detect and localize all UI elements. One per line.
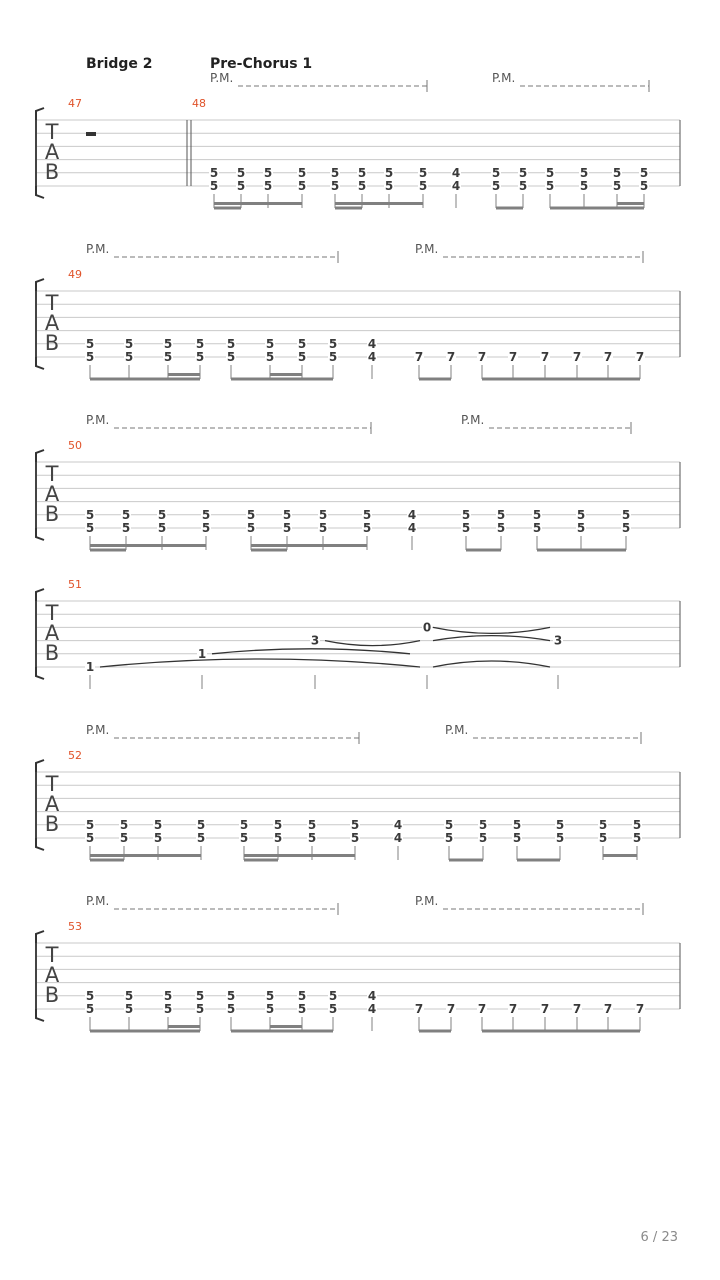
tab-clef-letter: B [44, 331, 60, 355]
fret-number: 5 [330, 179, 340, 193]
note-beam [419, 1030, 451, 1033]
note-beam [90, 549, 126, 552]
section-bridge-2: Bridge 2 [86, 56, 153, 72]
system-bracket [36, 931, 44, 1021]
fret-number: 4 [407, 507, 417, 522]
fret-number: 5 [491, 165, 501, 180]
fret-number: 1 [197, 646, 207, 661]
note-beam [90, 544, 206, 547]
fret-number: 5 [263, 179, 273, 193]
fret-number: 5 [478, 831, 488, 845]
fret-number: 5 [518, 179, 528, 193]
fret-number: 1 [85, 660, 95, 674]
fret-number: 5 [282, 507, 292, 522]
fret-number: 5 [196, 817, 206, 832]
measure-number: 52 [68, 749, 82, 762]
fret-number: 5 [621, 507, 631, 522]
fret-number: 5 [532, 521, 542, 535]
fret-number: 5 [350, 831, 360, 845]
measure-number: 53 [68, 920, 82, 933]
fret-number: 5 [297, 1002, 307, 1016]
tab-clef-letter: T [45, 291, 59, 315]
fret-number: 5 [297, 350, 307, 364]
tab-clef-letter: B [44, 502, 60, 526]
fret-number: 5 [328, 336, 338, 351]
fret-number: 5 [418, 165, 428, 180]
fret-number: 4 [451, 165, 461, 180]
fret-number: 7 [540, 1002, 550, 1016]
fret-number: 7 [635, 350, 645, 364]
fret-number: 5 [328, 350, 338, 364]
fret-number: 5 [598, 831, 608, 845]
fret-number: 5 [121, 521, 131, 535]
fret-number: 5 [357, 165, 367, 180]
fret-number: 5 [246, 507, 256, 522]
note-beam [550, 207, 644, 210]
fret-number: 7 [446, 1002, 456, 1016]
fret-number: 3 [310, 633, 320, 648]
tie-slur [433, 627, 550, 633]
fret-number: 5 [209, 165, 219, 180]
fret-number: 5 [195, 336, 205, 351]
tab-clef-letter: A [44, 482, 60, 506]
palm-mute-label: P.M. [86, 242, 110, 256]
fret-number: 5 [157, 521, 167, 535]
fret-number: 5 [639, 179, 649, 193]
fret-number: 5 [263, 165, 273, 180]
fret-number: 5 [350, 817, 360, 832]
system-bracket [36, 760, 44, 850]
whole-rest [86, 132, 96, 136]
note-beam [90, 854, 201, 857]
measure-number: 49 [68, 268, 82, 281]
fret-number: 5 [201, 521, 211, 535]
fret-number: 5 [196, 831, 206, 845]
fret-number: 5 [85, 521, 95, 535]
fret-number: 7 [508, 350, 518, 364]
note-beam [270, 373, 302, 376]
fret-number: 5 [318, 521, 328, 535]
note-beam [419, 378, 451, 381]
fret-number: 5 [639, 165, 649, 180]
system-bracket [36, 450, 44, 540]
fret-number: 5 [121, 507, 131, 522]
fret-number: 5 [282, 521, 292, 535]
fret-number: 5 [307, 831, 317, 845]
fret-number: 5 [496, 521, 506, 535]
palm-mute-label: P.M. [415, 894, 439, 908]
fret-number: 5 [85, 350, 95, 364]
note-beam [244, 854, 355, 857]
fret-number: 5 [461, 507, 471, 522]
fret-number: 5 [273, 817, 283, 832]
fret-number: 4 [367, 336, 377, 351]
palm-mute-label: P.M. [86, 413, 110, 427]
fret-number: 5 [318, 507, 328, 522]
fret-number: 5 [163, 988, 173, 1003]
fret-number: 5 [545, 179, 555, 193]
note-beam [251, 544, 367, 547]
fret-number: 5 [201, 507, 211, 522]
palm-mute-label: P.M. [415, 242, 439, 256]
fret-number: 4 [393, 831, 403, 845]
fret-number: 5 [362, 507, 372, 522]
fret-number: 5 [226, 350, 236, 364]
fret-number: 7 [414, 350, 424, 364]
note-beam [335, 202, 423, 205]
fret-number: 5 [478, 817, 488, 832]
fret-number: 5 [124, 336, 134, 351]
system-bracket [36, 279, 44, 369]
note-beam [482, 1030, 640, 1033]
note-beam [517, 859, 560, 862]
fret-number: 5 [163, 1002, 173, 1016]
note-beam [90, 1030, 200, 1033]
fret-number: 5 [512, 831, 522, 845]
fret-number: 5 [195, 988, 205, 1003]
tab-clef-letter: A [44, 792, 60, 816]
fret-number: 5 [328, 1002, 338, 1016]
fret-number: 5 [85, 988, 95, 1003]
fret-number: 5 [246, 521, 256, 535]
note-beam [466, 549, 501, 552]
fret-number: 4 [367, 1002, 377, 1016]
fret-number: 5 [579, 179, 589, 193]
fret-number: 5 [226, 988, 236, 1003]
fret-number: 5 [576, 521, 586, 535]
fret-number: 5 [265, 988, 275, 1003]
fret-number: 7 [603, 350, 613, 364]
fret-number: 5 [119, 817, 129, 832]
fret-number: 5 [598, 817, 608, 832]
fret-number: 7 [635, 1002, 645, 1016]
fret-number: 5 [226, 336, 236, 351]
tie-slur [212, 649, 410, 654]
fret-number: 4 [407, 521, 417, 535]
fret-number: 5 [328, 988, 338, 1003]
fret-number: 5 [226, 1002, 236, 1016]
fret-number: 7 [508, 1002, 518, 1016]
palm-mute-label: P.M. [86, 723, 110, 737]
fret-number: 4 [451, 179, 461, 193]
tab-clef-letter: T [45, 462, 59, 486]
tab-clef-letter: T [45, 601, 59, 625]
fret-number: 5 [124, 988, 134, 1003]
fret-number: 5 [297, 179, 307, 193]
fret-number: 7 [572, 1002, 582, 1016]
note-beam [537, 549, 626, 552]
fret-number: 5 [119, 831, 129, 845]
tab-clef-letter: B [44, 160, 60, 184]
fret-number: 5 [384, 165, 394, 180]
fret-number: 5 [209, 179, 219, 193]
note-beam [603, 854, 637, 857]
tab-clef-letter: A [44, 963, 60, 987]
fret-number: 5 [357, 179, 367, 193]
fret-number: 5 [384, 179, 394, 193]
note-beam [90, 859, 124, 862]
fret-number: 5 [163, 350, 173, 364]
note-beam [244, 859, 278, 862]
fret-number: 7 [414, 1002, 424, 1016]
tab-clef-letter: T [45, 120, 59, 144]
measure-number: 47 [68, 97, 82, 110]
fret-number: 5 [518, 165, 528, 180]
fret-number: 5 [461, 521, 471, 535]
tie-slur [325, 641, 420, 646]
fret-number: 5 [239, 817, 249, 832]
fret-number: 5 [157, 507, 167, 522]
note-beam [251, 549, 287, 552]
tab-clef-letter: T [45, 943, 59, 967]
fret-number: 7 [477, 1002, 487, 1016]
tab-clef-letter: B [44, 983, 60, 1007]
fret-number: 5 [576, 507, 586, 522]
fret-number: 5 [85, 336, 95, 351]
fret-number: 4 [367, 350, 377, 364]
fret-number: 5 [297, 988, 307, 1003]
note-beam [496, 207, 523, 210]
fret-number: 5 [330, 165, 340, 180]
fret-number: 5 [307, 817, 317, 832]
fret-number: 7 [572, 350, 582, 364]
measure-number: 50 [68, 439, 82, 452]
fret-number: 7 [446, 350, 456, 364]
section-pre-chorus-1: Pre-Chorus 1 [210, 56, 313, 72]
tie-slur [100, 659, 420, 667]
fret-number: 5 [85, 831, 95, 845]
fret-number: 5 [362, 521, 372, 535]
tab-clef-letter: T [45, 772, 59, 796]
page-number: 6 / 23 [640, 1230, 678, 1245]
palm-mute-label: P.M. [210, 71, 234, 85]
fret-number: 5 [124, 350, 134, 364]
tab-clef-letter: B [44, 641, 60, 665]
measure-number: 51 [68, 578, 82, 591]
fret-number: 5 [545, 165, 555, 180]
palm-mute-label: P.M. [492, 71, 516, 85]
fret-number: 5 [124, 1002, 134, 1016]
fret-number: 7 [603, 1002, 613, 1016]
note-beam [90, 378, 200, 381]
fret-number: 5 [265, 1002, 275, 1016]
fret-number: 5 [297, 336, 307, 351]
tie-slur [433, 661, 550, 667]
system-bracket [36, 589, 44, 679]
fret-number: 4 [367, 988, 377, 1003]
fret-number: 5 [195, 350, 205, 364]
fret-number: 7 [477, 350, 487, 364]
palm-mute-label: P.M. [445, 723, 469, 737]
measure-number: 48 [192, 97, 206, 110]
fret-number: 5 [85, 507, 95, 522]
note-beam [231, 1030, 333, 1033]
tie-slur [433, 636, 550, 641]
fret-number: 5 [532, 507, 542, 522]
note-beam [214, 202, 302, 205]
fret-number: 5 [496, 507, 506, 522]
note-beam [231, 378, 333, 381]
tab-clef-letter: B [44, 812, 60, 836]
tab-clef-letter: A [44, 621, 60, 645]
fret-number: 5 [512, 817, 522, 832]
fret-number: 5 [555, 831, 565, 845]
fret-number: 4 [393, 817, 403, 832]
palm-mute-label: P.M. [86, 894, 110, 908]
fret-number: 5 [195, 1002, 205, 1016]
fret-number: 5 [612, 165, 622, 180]
fret-number: 5 [236, 179, 246, 193]
system-bracket [36, 108, 44, 198]
fret-number: 5 [612, 179, 622, 193]
tab-clef-letter: A [44, 311, 60, 335]
fret-number: 5 [273, 831, 283, 845]
fret-number: 5 [153, 817, 163, 832]
tab-clef-letter: A [44, 140, 60, 164]
note-beam [270, 1025, 302, 1028]
fret-number: 5 [236, 165, 246, 180]
fret-number: 5 [265, 350, 275, 364]
fret-number: 5 [418, 179, 428, 193]
fret-number: 3 [553, 633, 563, 648]
note-beam [449, 859, 483, 862]
fret-number: 5 [491, 179, 501, 193]
fret-number: 5 [153, 831, 163, 845]
note-beam [168, 373, 200, 376]
fret-number: 5 [239, 831, 249, 845]
note-beam [168, 1025, 200, 1028]
palm-mute-label: P.M. [461, 413, 485, 427]
fret-number: 5 [632, 831, 642, 845]
fret-number: 5 [579, 165, 589, 180]
fret-number: 5 [85, 817, 95, 832]
fret-number: 5 [163, 336, 173, 351]
note-beam [617, 202, 644, 205]
note-beam [214, 207, 241, 210]
note-beam [482, 378, 640, 381]
fret-number: 7 [540, 350, 550, 364]
fret-number: 5 [621, 521, 631, 535]
fret-number: 5 [555, 817, 565, 832]
fret-number: 5 [85, 1002, 95, 1016]
fret-number: 5 [444, 831, 454, 845]
fret-number: 5 [444, 817, 454, 832]
fret-number: 5 [265, 336, 275, 351]
note-beam [335, 207, 362, 210]
fret-number: 0 [422, 620, 432, 635]
fret-number: 5 [632, 817, 642, 832]
fret-number: 5 [297, 165, 307, 180]
